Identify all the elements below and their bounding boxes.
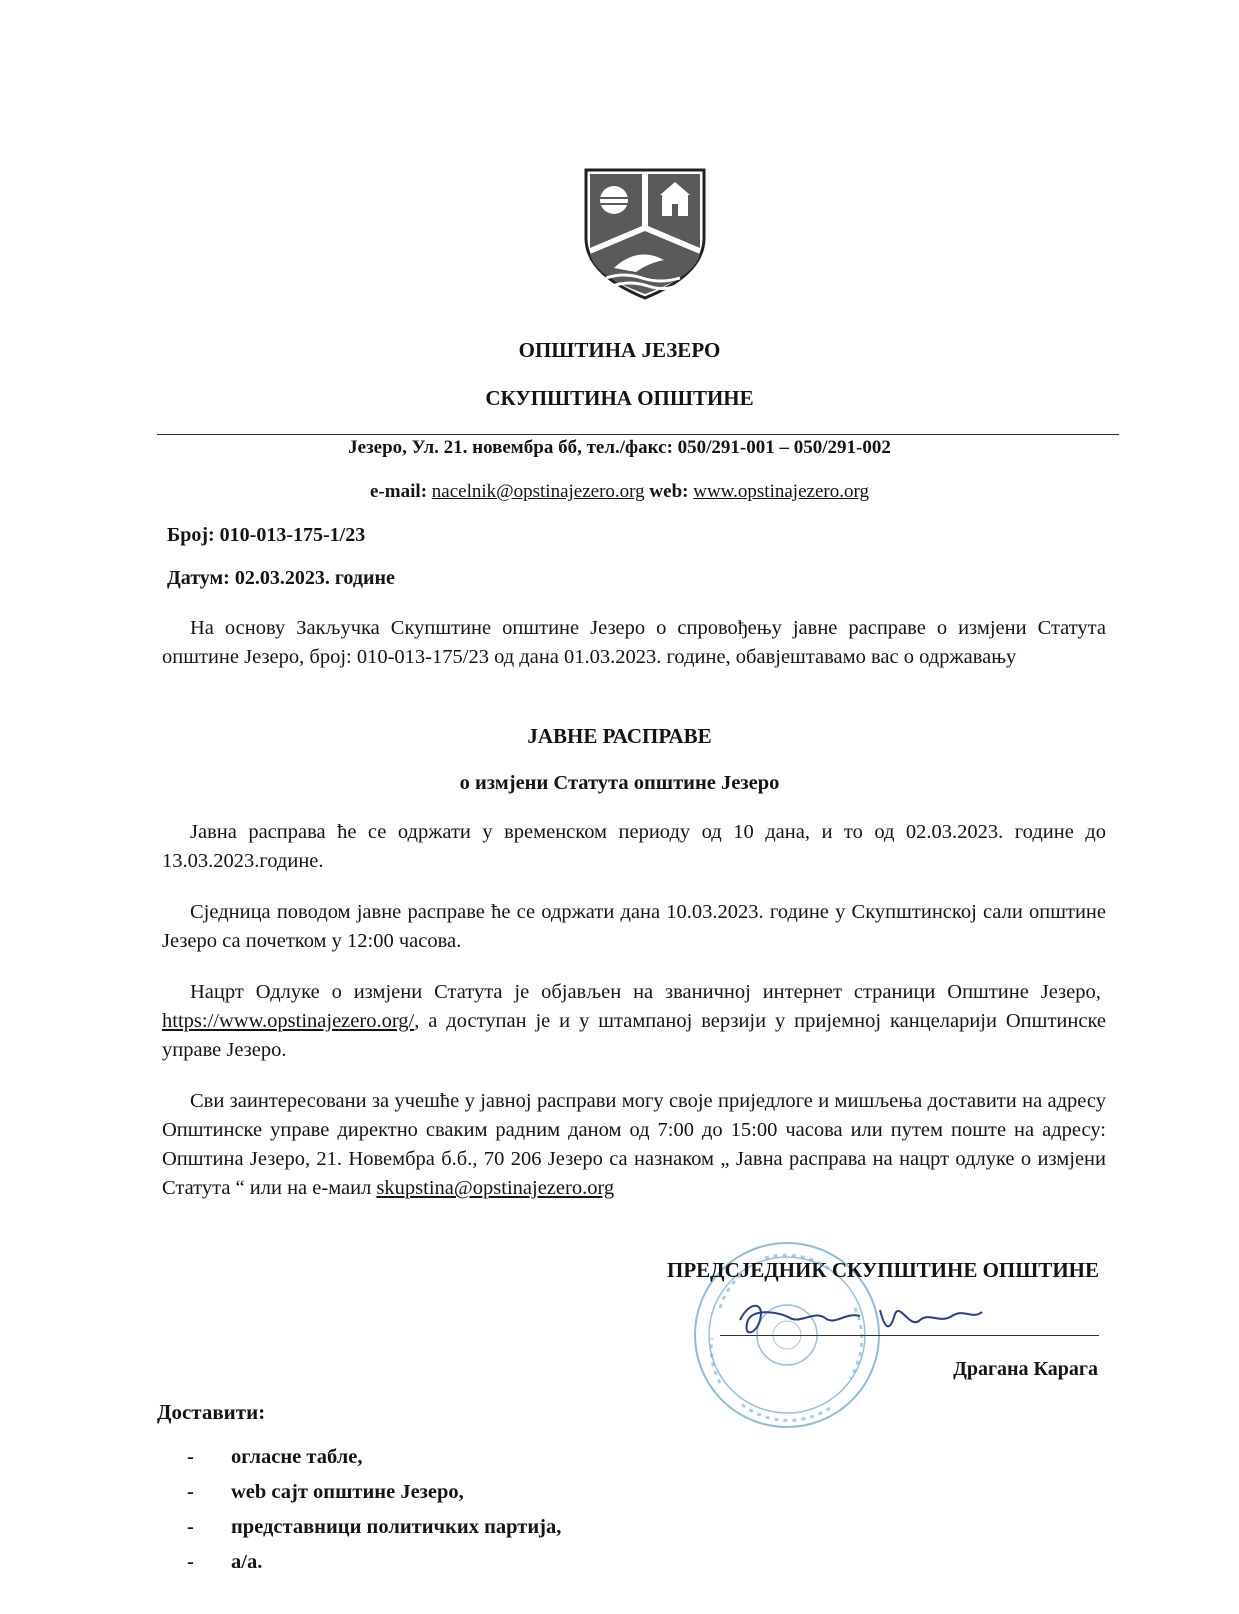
subheading: о измјени Статута општине Језеро [459, 772, 780, 794]
draft-link[interactable]: https://www.opstinajezero.org/ [162, 1010, 415, 1032]
signatory-name: Драгана Карага [953, 1358, 1098, 1380]
paragraph-submissions-text: Сви заинтересовани за учешће у јавној расправи могу своје приједлоге и мишљења доставити на адресу Општинске управе директно сваким радним даном од 7:00 до 15:00 часова или путем поште на адресу: Општина Језеро, 21. Новембра б.б., 70 206 Језеро са назнаком „ Јавна расправа на нацрт одлуке о измјени Статута “ или на е-маил [162, 1090, 1106, 1199]
header-divider [157, 434, 1119, 435]
email-web-line [0, 481, 1239, 503]
paragraph-draft-text-b: , а доступан је и у штампаној верзији у пријемној канцеларији Општинске управе Језеро. [162, 1010, 1106, 1061]
list-item [187, 1551, 561, 1586]
intro-paragraph: На основу Закључка Скупштине општине Језеро о спровођењу јавне расправе о измјени Статута општине Језеро, број: 010-013-175/23 од дана 01.03.2023. године, обавјештавамо вас о одржавању [162, 617, 1106, 668]
list-dash: - [187, 1516, 194, 1538]
email-label: e-mail: [370, 481, 428, 502]
document-date: Датум: 02.03.2023. године [167, 567, 395, 589]
list-dash: - [187, 1551, 194, 1573]
assembly-email-link[interactable]: skupstina@opstinajezero.org [376, 1177, 615, 1199]
paragraph-period: Јавна расправа ће се одржати у временском периоду од 10 дана, и то од 02.03.2023. године до 13.03.2023.године. [162, 821, 1106, 872]
email-link[interactable]: nacelnik@opstinajezero.org [431, 481, 645, 502]
list-item [187, 1516, 561, 1551]
municipality-title: ОПШТИНА ЈЕЗЕРО [518, 338, 721, 362]
signature-line [720, 1335, 1099, 1336]
distribution-list [187, 1446, 561, 1586]
list-item [187, 1446, 561, 1481]
web-link[interactable]: www.opstinajezero.org [693, 481, 869, 502]
signatory-title: ПРЕДСЈЕДНИК СКУПШТИНЕ ОПШТИНЕ [666, 1258, 1099, 1282]
heading: ЈАВНЕ РАСПРАВЕ [527, 724, 712, 748]
handwritten-signature-icon [720, 1290, 1020, 1350]
assembly-title: СКУПШТИНА ОПШТИНЕ [485, 386, 754, 410]
municipality-crest-icon [584, 168, 706, 300]
paragraph-submissions [162, 1087, 1106, 1203]
contact-line: Језеро, Ул. 21. новембра бб, тел./факс: 050/291-001 – 050/291-002 [348, 437, 891, 458]
web-label: web: [649, 481, 689, 502]
document-number: Број: 010-013-175-1/23 [167, 524, 366, 546]
paragraph-draft-text-a: Нацрт Одлуке о измјени Статута је објављен на званичној интернет страници Општине Језеро, [190, 981, 1101, 1003]
distribution-label: Доставити: [157, 1400, 266, 1424]
paragraph-draft [162, 978, 1106, 1065]
list-item-text: web сајт општине Језеро, [231, 1481, 464, 1503]
list-item [187, 1481, 561, 1516]
list-item-text: а/а. [231, 1551, 263, 1573]
list-dash: - [187, 1481, 194, 1503]
list-dash: - [187, 1446, 194, 1468]
list-item-text: представници политичких партија, [231, 1516, 562, 1538]
list-item-text: огласне табле, [231, 1446, 363, 1468]
paragraph-session: Сједница поводом јавне расправе ће се одржати дана 10.03.2023. године у Скупштинској сали општине Језеро са почетком у 12:00 часова. [162, 901, 1106, 952]
